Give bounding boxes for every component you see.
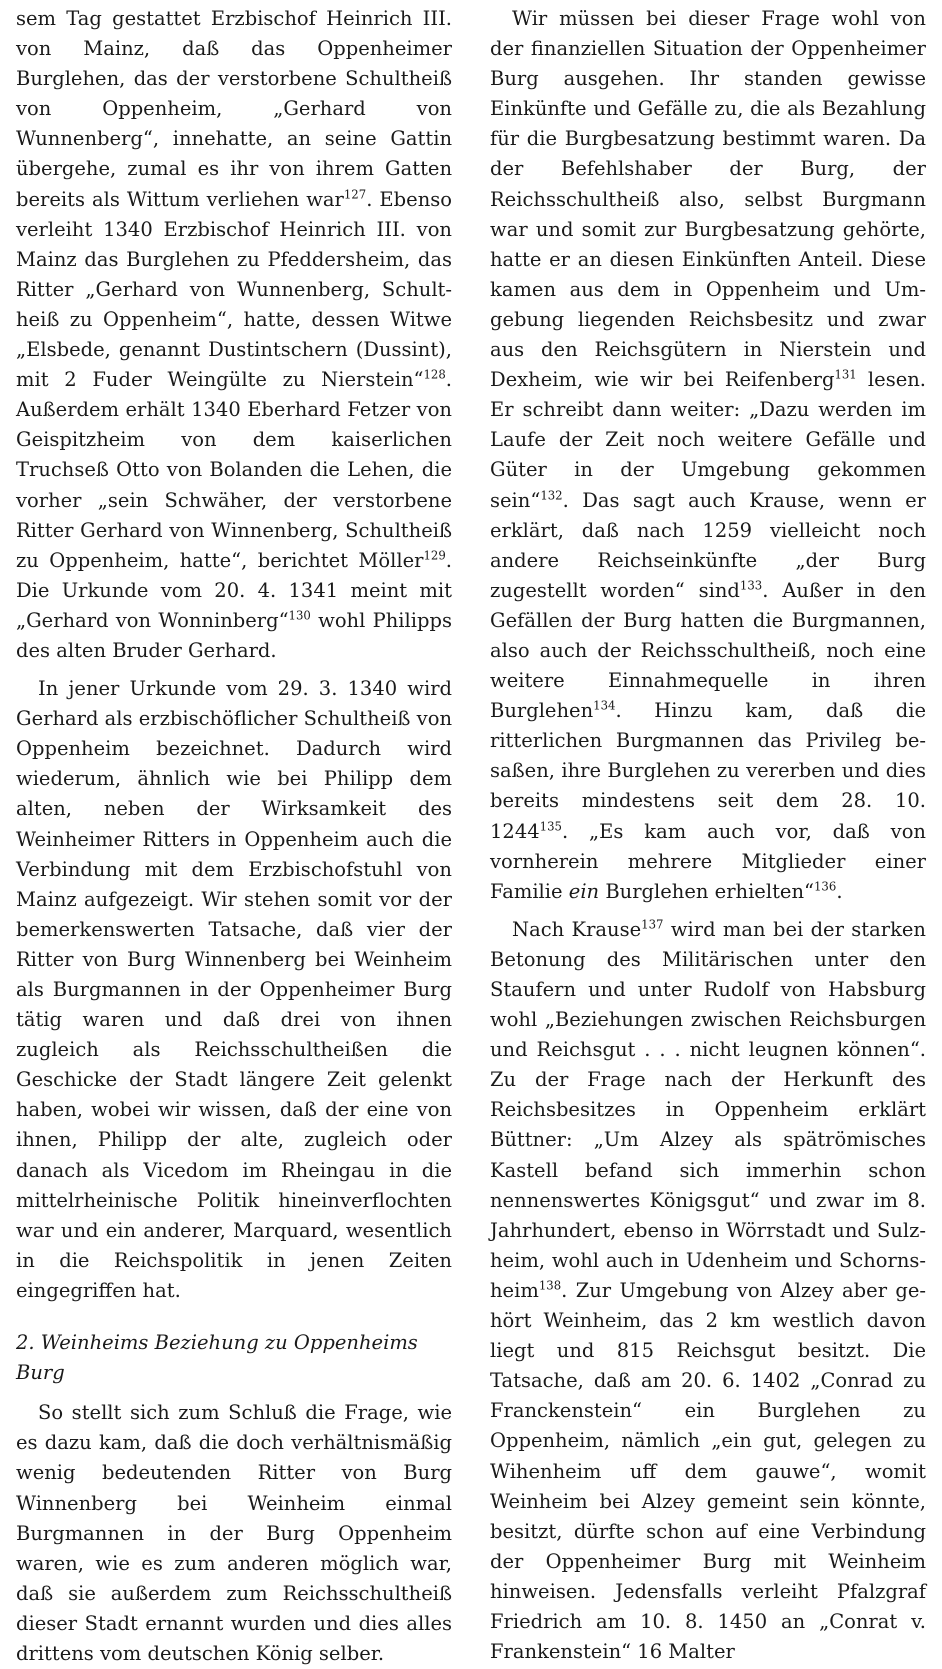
paragraph [490,4,926,907]
text-run: wohl Philipps des alten Bruder Gerhard. [16,608,452,662]
text-run: . [836,879,843,903]
section-heading: 2. Weinheims Beziehung zu Oppenheims Burg [16,1331,418,1385]
footnote-ref: 132 [540,488,563,502]
text-run: . Außer in den Gefällen der Burg hatten die Burgmannen, also auch der Reichsschultheiß, noch eine weitere Einnahmequelle in ihren Burglehen [490,578,926,723]
footnote-ref: 130 [288,608,311,623]
text-run: lesen. Er schreibt dann weiter: „Dazu werden im Laufe der Zeit noch weitere Gefälle und Güter in der Umgebung gekommen sein“ [490,368,926,512]
text-run: Burglehen erhielten“ [599,879,814,903]
left-column [16,4,452,1669]
footnote-ref: 127 [343,187,367,202]
text-run: . Das sagt auch Krause, wenn er erklärt, daß nach 1259 vielleicht noch andere Reichseinkünfte „der Burg zugestellt worden“ sind [490,488,926,602]
footnote-ref: 133 [739,578,763,593]
text-run: wird man bei der starken Betonung des Militärischen unter den Staufern und unter Rudolf von Habsburg wohl „Beziehungen zwischen Reichsburgen und Reichsgut . . . nicht leugnen können“. Zu der Frage nach der Herkunft des Reichsbesitzes in Oppenheim erklärt Büttner: „Um Alzey als spätrömisches Kastell befand sich immerhin schon nennenswertes Königsgut“ und zwar im 8. Jahrhundert, ebenso in Wörrstadt und Sulzheim, wohl auch in Udenheim und Schornsheim [490,917,926,1302]
footnote-ref: 135 [539,819,562,834]
text-run: . Außerdem erhält 1340 Eberhard Fetzer von Geispitzheim von dem kaiserlichen Truchseß Otto von Bolanden die Lehen, die vorher „sein Schwäher, der verstorbene Ritter Gerhard von Winnenberg, Schultheiß zu Oppenheim, hatte“, berichtet Möller [16,368,452,572]
text-run: . Hinzu kam, daß die ritterlichen Burgmannen das Privileg besaßen, ihre Burglehen zu vererben und dies bereits mindestens seit dem 28. 10. 1244 [490,699,926,843]
footnote-ref: 136 [814,879,837,894]
text-run: . „Es kam auch vor, daß von vornherein mehrere Mitglieder einer Familie [490,819,926,903]
footnote-ref: 129 [423,548,446,563]
text-run: Nach Krause [512,917,642,941]
paragraph: In jener Urkunde vom 29. 3. 1340 wird Gerhard als erzbischöflicher Schultheiß von Oppenheim bezeichnet. Dadurch wird wiederum, ähnlich wie bei Philipp dem alten, neben der Wirksamkeit des Weinheimer Ritters in Oppenheim auch die Verbindung mit dem Erzbischofstuhl von Mainz aufgezeigt. Wir stehen somit vor der bemerkenswerten Tatsache, daß vier der Ritter von Burg Winnenberg bei Weinheim als Burgmannen in der Oppenheimer Burg tätig waren und daß drei von ihnen zugleich als Reichsschultheißen die Geschicke der Stadt längere Zeit gelenkt haben, wobei wir wissen, daß der eine von ihnen, Philipp der alte, zugleich oder danach als Vicedom im Rheingau in die mittelrheinische Politik hineinverflochten war und ein anderer, Marquard, wesentlich in die Reichspolitik in jenen Zeiten eingegriffen hat. [16,677,452,1302]
right-column [490,4,926,1667]
footnote-ref: 128 [423,367,446,382]
text-run: sem Tag gestattet Erzbischof Heinrich III. von Mainz, daß das Oppenheimer Burglehen, das der verstorbene Schultheiß von Oppenheim, „Gerhard von Wunnenberg“, innehatte, an seine Gattin übergehe, zumal es ihr von ihrem Gatten bereits als Wittum verliehen war [16,7,452,211]
text-run: . Ebenso verleiht 1340 Erzbischof Heinrich III. von Mainz das Burglehen zu Pfeddersheim, das Ritter „Gerhard von Wunnenberg, Schultheiß zu Oppenheim“, hatte, dessen Witwe „Elsbede, genannt Dustintschern (Dussint), mit 2 Fuder Weingülte zu Nierstein“ [16,187,452,392]
paragraph [16,4,452,666]
text-run: . Zur Umgebung von Alzey aber gehört Weinheim, das 2 km westlich davon liegt und 815 Reichsgut besitzt. Die Tatsache, daß am 20. 6. 1402 „Conrad zu Franckenstein“ ein Burglehen zu Oppenheim, nämlich „ein gut, gelegen zu Wihenheim uff dem gauwe“, womit Weinheim bei Alzey gemeint sein könnte, besitzt, dürfte schon auf eine Verbindung der Oppenheimer Burg mit Weinheim hinweisen. Jedensfalls verleiht Pfalzgraf Friedrich am 10. 8. 1450 an „Conrat v. Frankenstein“ 16 Malter [490,1278,926,1664]
paragraph [490,915,926,1667]
footnote-ref: 137 [641,917,664,932]
emphasis: ein [568,879,600,903]
text-run: Wir müssen bei dieser Frage wohl von der finanziellen Situation der Oppenheimer Burg ausgehen. Ihr standen gewisse Einkünfte und Gefälle zu, die als Bezahlung für die Burgbesatzung bestimmt waren. Da der Befehlshaber der Burg, der Reichsschultheiß also, selbst Burgmann war und somit zur Burgbesatzung gehörte, hatte er an diesen Einkünften Anteil. Diese kamen aus dem in Oppenheim und Umgebung liegenden Reichsbesitz und zwar aus den Reichsgütern in Nierstein und Dexheim, wie wir bei Reifenberg [490,7,926,392]
footnote-ref: 131 [834,367,857,382]
paragraph: So stellt sich zum Schluß die Frage, wie es dazu kam, daß die doch verhältnismäßig wenig bedeutenden Ritter von Burg Winnenberg bei Weinheim einmal Burgmannen in der Burg Oppenheim waren, wie es zum anderen möglich war, daß sie außerdem zum Reichsschultheiß dieser Stadt ernannt wurden und dies alles drittens vom deutschen König selber. [16,1401,452,1665]
footnote-ref: 138 [538,1278,562,1293]
text-run: . Die Urkunde vom 20. 4. 1341 meint mit „Gerhard von Wonninberg“ [16,548,452,632]
footnote-ref: 134 [593,698,616,713]
